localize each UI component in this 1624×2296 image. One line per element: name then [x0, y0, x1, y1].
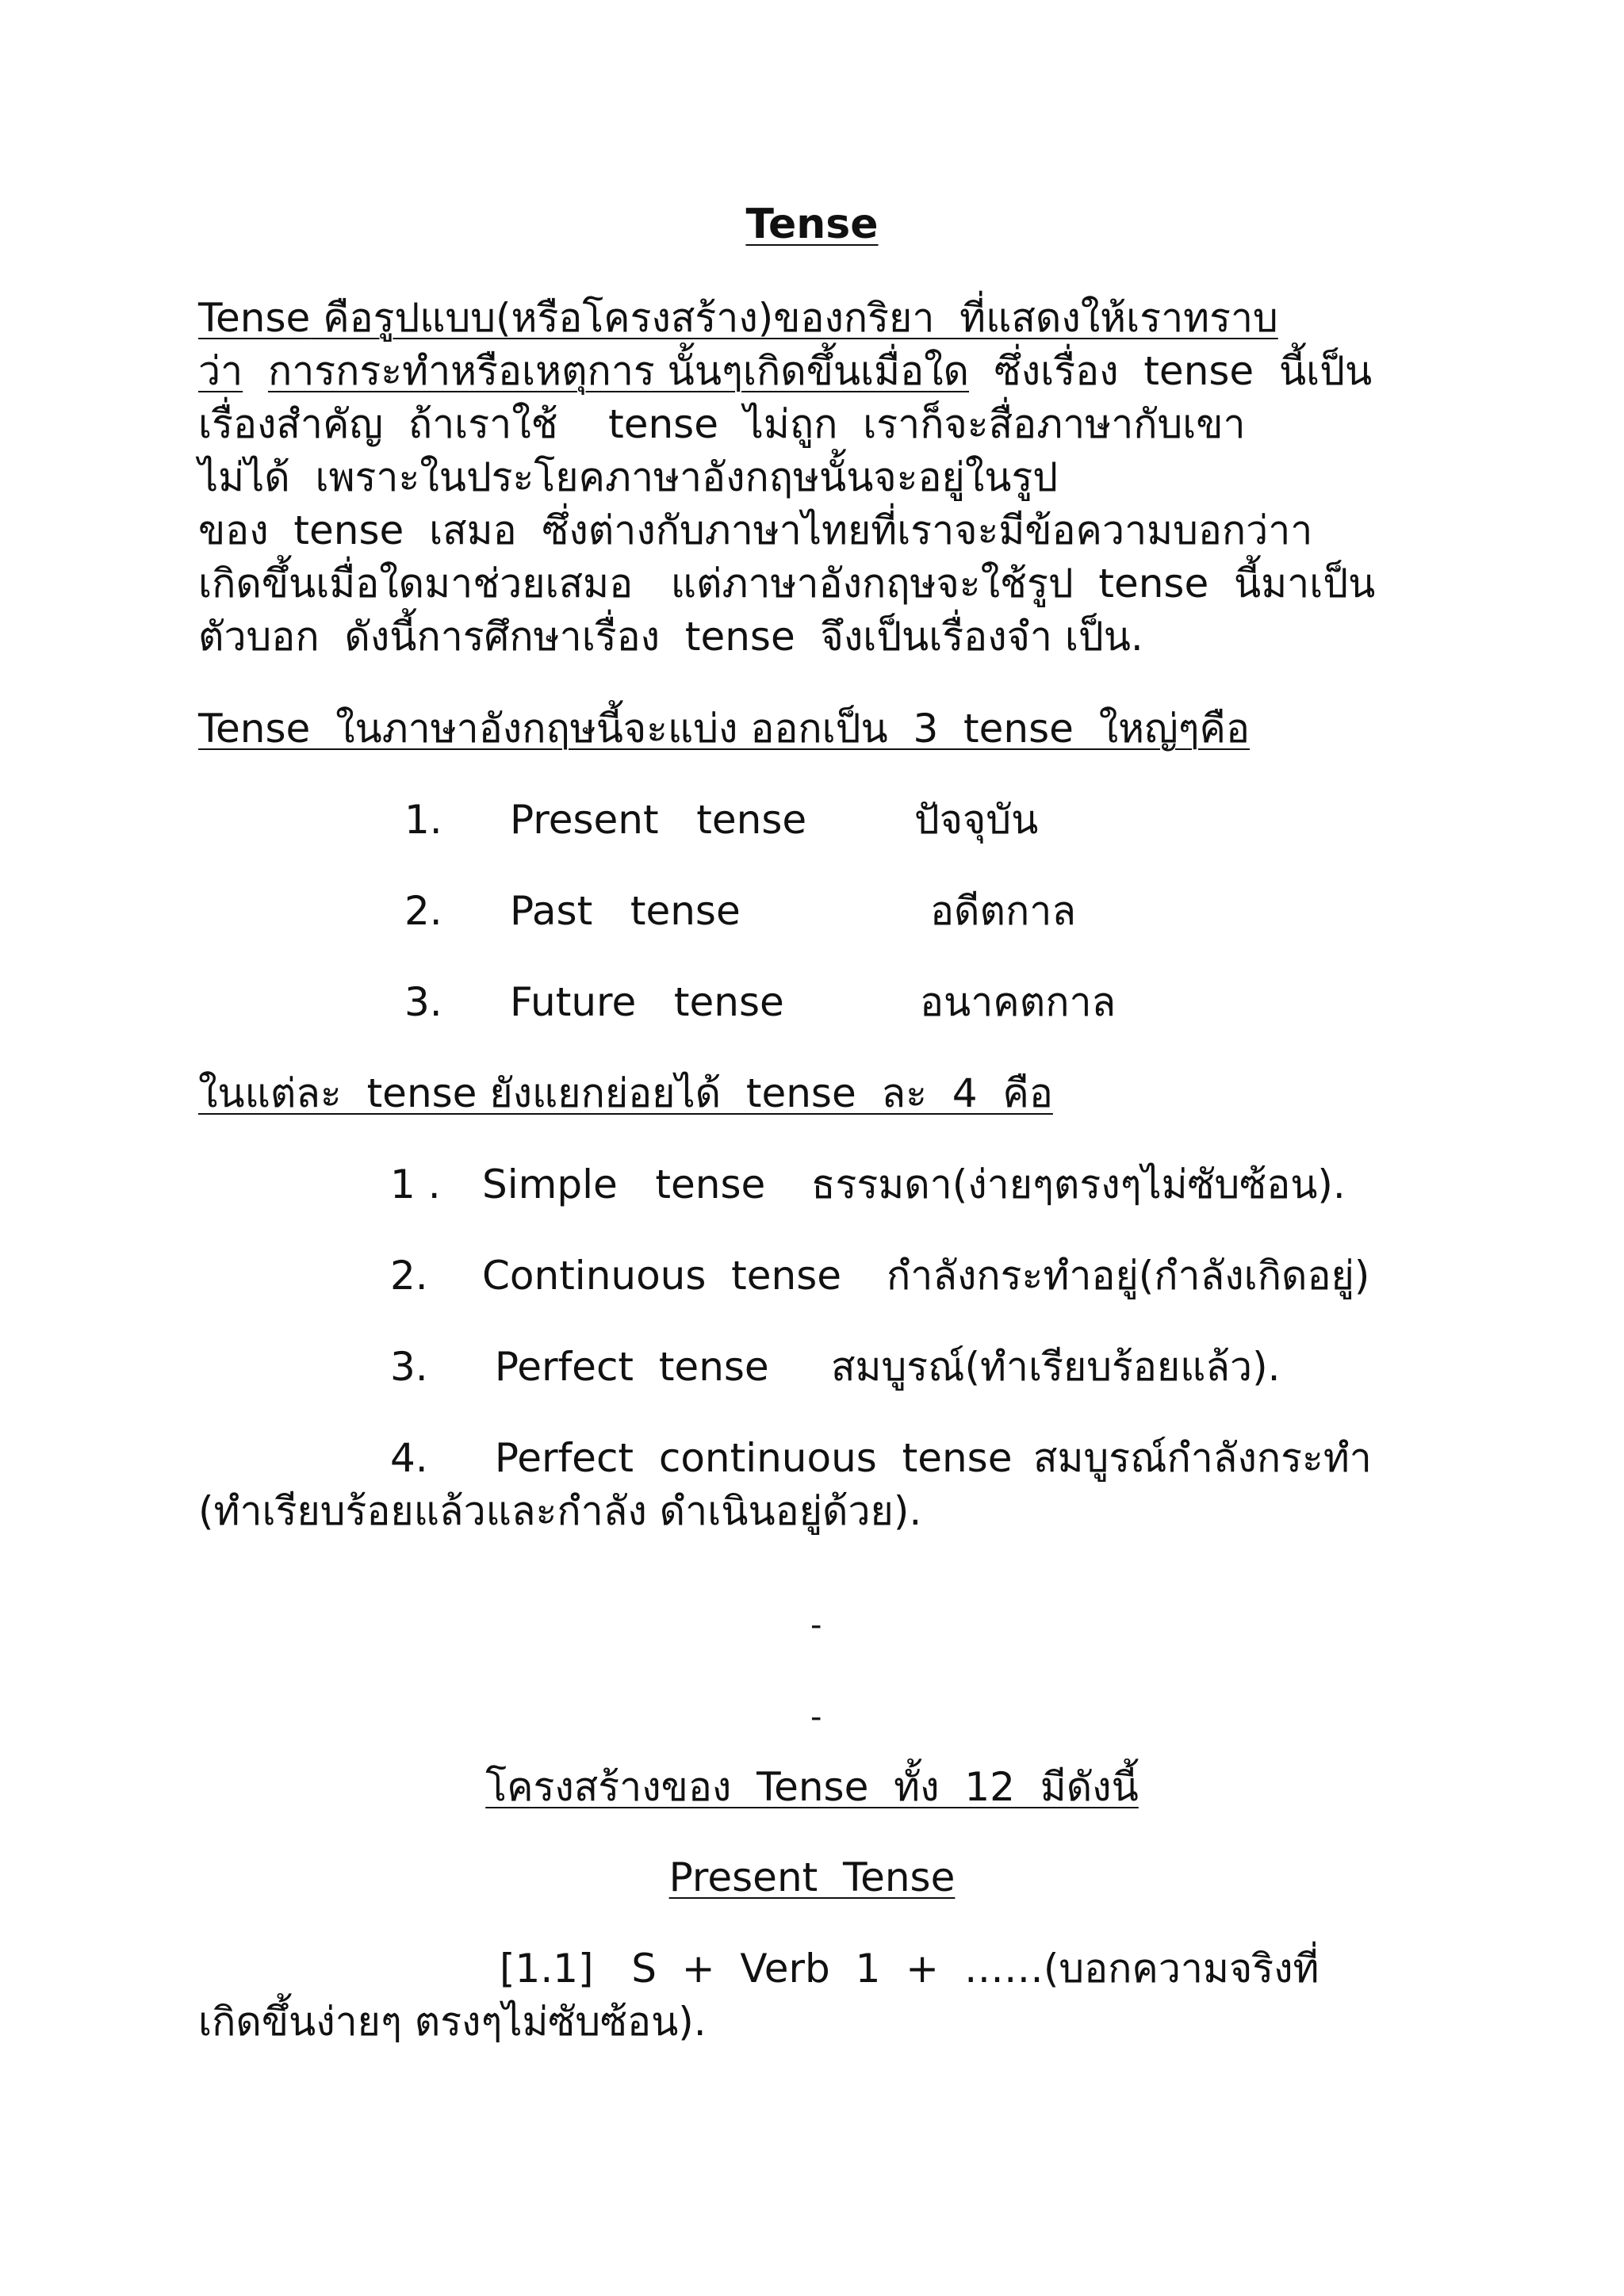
- rule-1-1-line-2: เกิดขึ้นง่ายๆ ตรงๆไม่ซับซ้อน).: [198, 1999, 707, 2045]
- item-name: Simple tense: [482, 1161, 766, 1207]
- item-thai: ธรรมดา(ง่ายๆตรงๆไม่ซับซ้อน).: [811, 1161, 1346, 1207]
- intro-line-2-a: ว่า: [198, 348, 243, 394]
- intro-line-5: ของ tense เสมอ ซึ่งต่างกับภาษาไทยที่เราจะมีข้อความบอกว่าา: [198, 507, 1313, 553]
- item-name: Perfect continuous tense: [482, 1435, 1013, 1481]
- item-name: Perfect tense: [482, 1344, 769, 1390]
- item-number: 3.: [404, 979, 442, 1025]
- item-thai: อดีตกาล: [930, 888, 1076, 934]
- intro-line-1: [198, 293, 1278, 342]
- item-name: Past tense: [510, 888, 741, 934]
- item-number: 1.: [404, 797, 442, 843]
- item-thai: ปัจจุบัน: [914, 797, 1039, 843]
- structure-heading-text: โครงสร้างของ Tense ทั้ง 12 มีดังนี้: [485, 1764, 1139, 1810]
- item-number: 4.: [390, 1435, 428, 1481]
- structure-heading: [0, 1762, 1624, 1812]
- item-thai: สมบูรณ์กำลังกระทำ: [1033, 1435, 1372, 1481]
- sub-tenses-heading: ในแต่ละ tense ยังแยกย่อยได้ tense ละ 4 คือ: [198, 1070, 1053, 1116]
- item-thai: อนาคตกาล: [920, 979, 1116, 1025]
- item-thai: กำลังกระทำอยู่(กำลังเกิดอยู่): [887, 1253, 1370, 1299]
- intro-line-3: เรื่องสำคัญ ถ้าเราใช้ tense ไม่ถูก เราก็จะสื่อภาษากับเขา: [198, 401, 1246, 447]
- item-number: 3.: [390, 1344, 428, 1390]
- intro-line-6: เกิดขึ้นเมื่อใดมาช่วยเสมอ แต่ภาษาอังกฤษจะใช้รูป tense นี้มาเป็น: [198, 561, 1376, 607]
- item-thai: สมบูรณ์(ทำเรียบร้อยแล้ว).: [831, 1344, 1281, 1390]
- sub-tense-continuation: (ทำเรียบร้อยแล้วและกำลัง ดำเนินอยู่ด้วย).: [198, 1488, 922, 1534]
- separator-dash: -: [810, 1607, 822, 1644]
- item-number: 2.: [404, 888, 442, 934]
- item-name: Present tense: [510, 797, 807, 843]
- page-title: Tense: [745, 201, 879, 248]
- intro-line-4: ไม่ได้ เพราะในประโยคภาษาอังกฤษนั้นจะอยู่ในรูป: [198, 454, 1059, 500]
- item-name: Continuous tense: [482, 1253, 842, 1299]
- item-number: 2.: [390, 1253, 428, 1299]
- main-tenses-heading: Tense ในภาษาอังกฤษนี้จะแบ่ง ออกเป็น 3 tense ใหญ่ๆคือ: [198, 706, 1251, 752]
- rule-1-1-line-1: [1.1] S + Verb 1 + ……(บอกความจริงที่: [500, 1946, 1320, 1992]
- intro-line-2: [198, 346, 1372, 396]
- intro-line-1-rest: คือรูปแบบ(หรือโครงสร้าง)ของกริยา ที่แสดงให้เราทราบ: [310, 295, 1278, 341]
- item-number: 1 .: [390, 1161, 441, 1207]
- intro-line-2-b: การกระทำหรือเหตุการ นั้นๆเกิดขึ้นเมื่อใด: [267, 348, 970, 394]
- item-name: Future tense: [510, 979, 784, 1025]
- intro-line-2-c: ซึ่งเรื่อง tense นี้เป็น: [969, 348, 1373, 394]
- present-tense-heading: [0, 1853, 1624, 1902]
- separator-dash: -: [810, 1699, 822, 1735]
- present-tense-heading-text: Present Tense: [668, 1854, 956, 1900]
- intro-term: Tense: [198, 295, 311, 341]
- intro-line-7: ตัวบอก ดังนี้การศึกษาเรื่อง tense จึงเป็นเรื่องจำ เป็น.: [198, 614, 1143, 660]
